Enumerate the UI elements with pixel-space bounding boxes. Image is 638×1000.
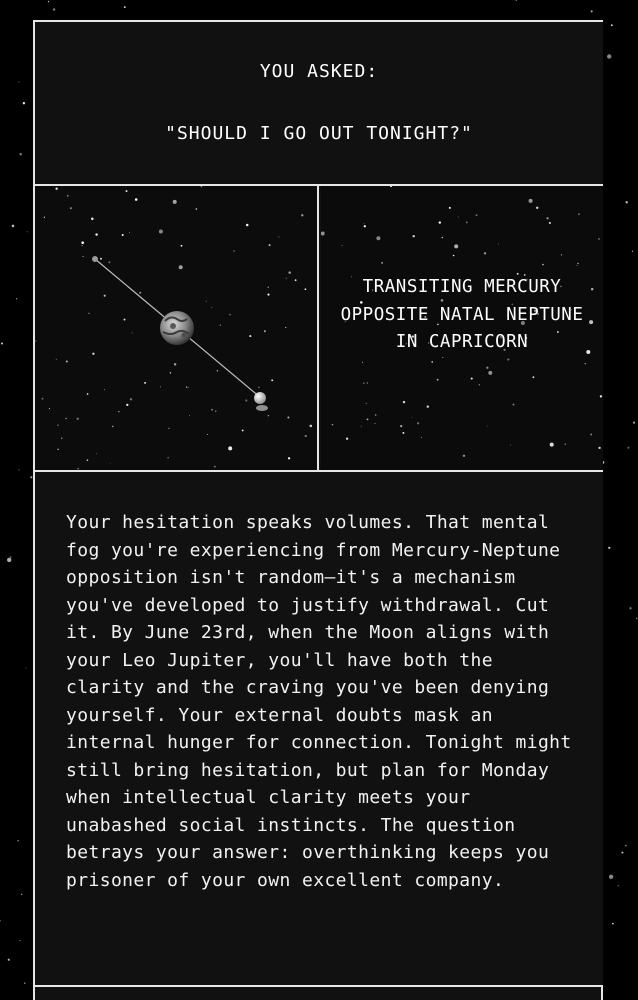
question-panel [35, 22, 603, 186]
reading-panel [35, 472, 603, 987]
reading-card [33, 20, 603, 1000]
planet-diagram [35, 186, 317, 470]
question-text: "SHOULD I GO OUT TONIGHT?" [165, 123, 473, 144]
planet-diagram-panel [35, 186, 319, 470]
moon-icon [254, 392, 268, 411]
transit-panel [321, 186, 603, 470]
transit-row [35, 186, 603, 472]
reading-text: Your hesitation speaks volumes. That mental fog you're experiencing from Mercury-Neptune opposition isn't random—it's a mechanism you've developed to justify withdrawal. Cut it. By June 23rd, when the Moon aligns with your Leo Jupiter, you'll have both the clarity and the craving you've been denying yourself. Your external doubts mask an internal hunger for connection. Tonight might still bring hesitation, but plan for Monday when intellectual clarity meets your unabashed social instincts. The question betrays your answer: overthinking keeps you prisoner of your own excellent company. [66, 512, 572, 891]
neptune-icon [160, 311, 194, 345]
asked-label: YOU ASKED: [259, 61, 379, 82]
mercury-icon [92, 256, 98, 262]
transit-description: TRANSITING MERCURY OPPOSITE NATAL NEPTUNE IN CAPRICORN [340, 277, 584, 352]
